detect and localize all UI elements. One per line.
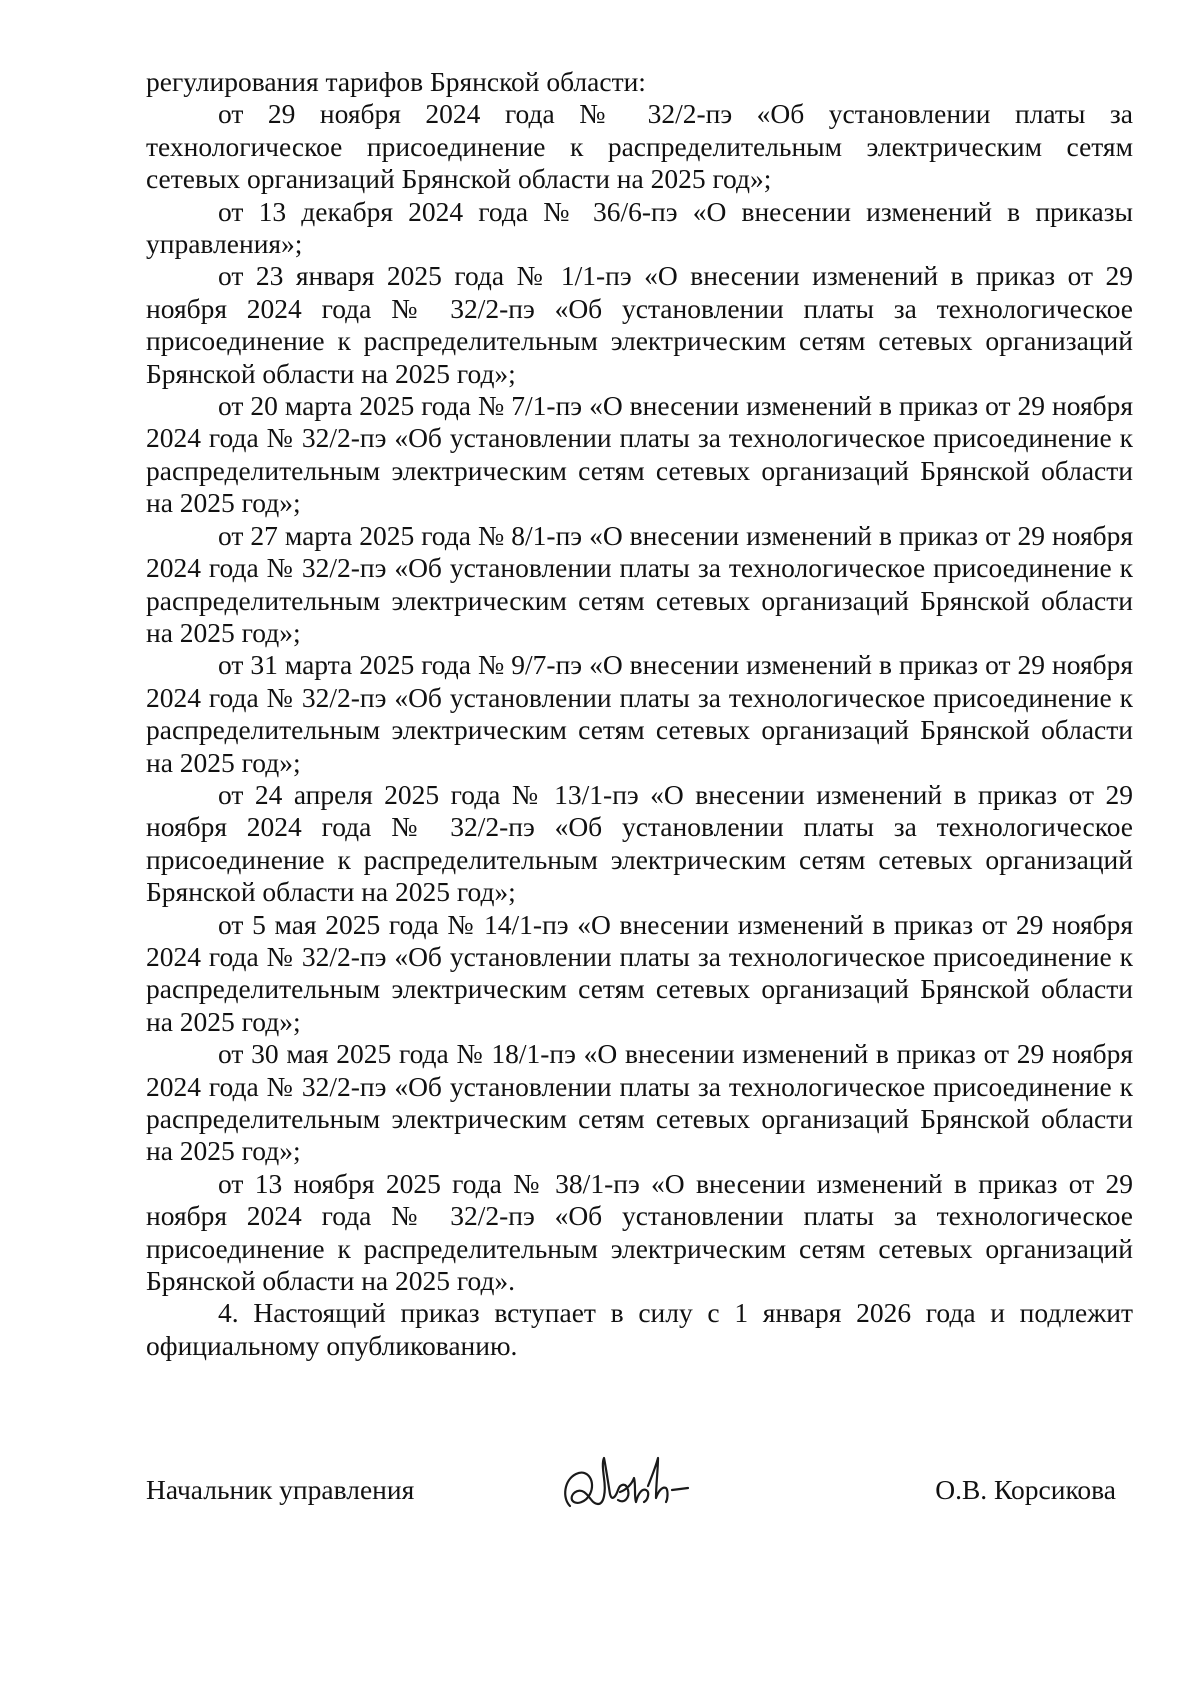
signatory-name: О.В. Корсикова [935, 1474, 1116, 1505]
paragraph-order-2025-04-24: от 24 апреля 2025 года № 13/1-пэ «О внесении изменений в приказ от 29 ноября 2024 года № 32/2-пэ «Об установлении платы за технологическое присоединение к распределительным электрическим сетям сетевых организаций Брянской области на 2025 год»; [146, 778, 1133, 908]
paragraph-order-2025-01-23: от 23 января 2025 года № 1/1-пэ «О внесении изменений в приказ от 29 ноября 2024 года № 32/2-пэ «Об установлении платы за технологическое присоединение к распределительным электрическим сетям сетевых организаций Брянской области на 2025 год»; [146, 260, 1133, 389]
handwritten-signature [556, 1448, 706, 1528]
document-body [146, 66, 1133, 1362]
paragraph-order-2025-03-27: от 27 марта 2025 года № 8/1-пэ «О внесении изменений в приказ от 29 ноября 2024 года № 32/2-пэ «Об установлении платы за технологическое присоединение к распределительным электрическим сетям сетевых организаций Брянской области на 2025 год»; [146, 519, 1133, 648]
paragraph-order-2025-05-30: от 30 мая 2025 года № 18/1-пэ «О внесении изменений в приказ от 29 ноября 2024 года № 32/2-пэ «Об установлении платы за технологическое присоединение к распределительным электрическим сетям сетевых организаций Брянской области на 2025 год»; [146, 1038, 1133, 1167]
paragraph-order-2024-12-13: от 13 декабря 2024 года № 36/6-пэ «О внесении изменений в приказы управления»; [146, 195, 1133, 260]
paragraph-order-2025-05-05: от 5 мая 2025 года № 14/1-пэ «О внесении изменений в приказ от 29 ноября 2024 года № 32/2-пэ «Об установлении платы за технологическое присоединение к распределительным электрическим сетям сетевых организаций Брянской области на 2025 год»; [146, 908, 1133, 1037]
paragraph-effective-date: 4. Настоящий приказ вступает в силу с 1 января 2026 года и подлежит официальному опубликованию. [146, 1297, 1133, 1361]
paragraph-intro: регулирования тарифов Брянской области: [146, 66, 646, 97]
paragraph-order-2025-03-31: от 31 марта 2025 года № 9/7-пэ «О внесении изменений в приказ от 29 ноября 2024 года № 32/2-пэ «Об установлении платы за технологическое присоединение к распределительным электрическим сетям сетевых организаций Брянской области на 2025 год»; [146, 649, 1133, 778]
signature-block [146, 1460, 1116, 1540]
signatory-position: Начальник управления [146, 1474, 415, 1505]
paragraph-order-2024-11-29: от 29 ноября 2024 года № 32/2-пэ «Об установлении платы за технологическое присоединение к распределительным электрическим сетям сетевых организаций Брянской области на 2025 год»; [146, 98, 1133, 195]
paragraph-order-2025-11-13: от 13 ноября 2025 года № 38/1-пэ «О внесении изменений в приказ от 29 ноября 2024 года № 32/2-пэ «Об установлении платы за технологическое присоединение к распределительным электрическим сетям сетевых организаций Брянской области на 2025 год». [146, 1167, 1133, 1297]
paragraph-order-2025-03-20: от 20 марта 2025 года № 7/1-пэ «О внесении изменений в приказ от 29 ноября 2024 года № 32/2-пэ «Об установлении платы за технологическое присоединение к распределительным электрическим сетям сетевых организаций Брянской области на 2025 год»; [146, 390, 1133, 519]
